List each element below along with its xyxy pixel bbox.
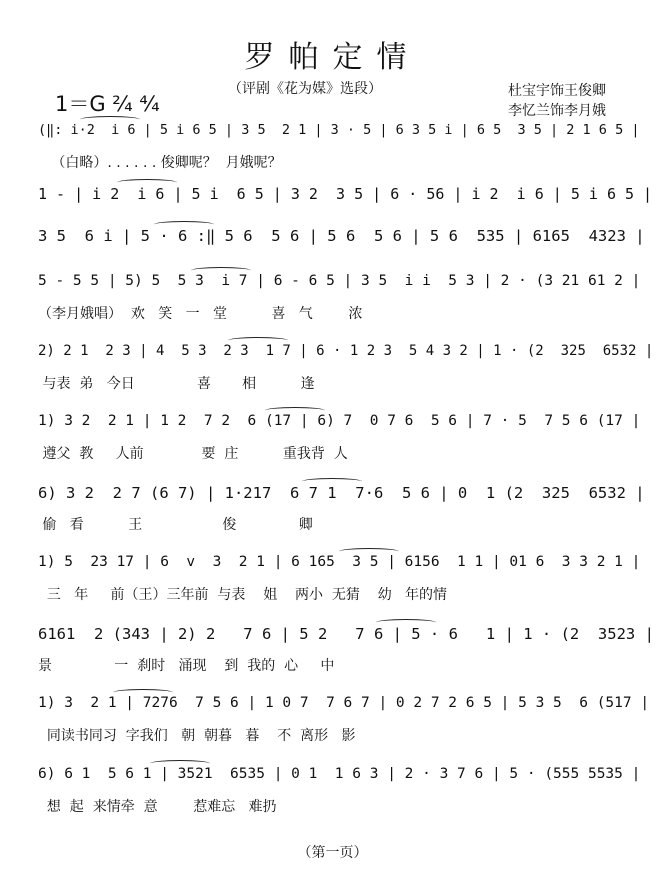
lyric-line-6: 遵父 教 人前 要 庄 重我背 人 [38,446,348,462]
notation-line-2: 1 - | i 2 i 6 | 5 i 6 5 | 3 2 3 5 | 6 · 56 | i 2 i 6 | 5 i 6 5 | [38,185,653,203]
lyric-line-1: （白略）. . . . . . 俊卿呢？ 月娥呢？ [38,155,282,171]
lyric-line-11: 想 起 来情牵 意 惹难忘 难扔 [38,799,277,815]
slur-mark [80,116,140,123]
slur-mark [265,407,325,414]
notation-line-5: 2) 2 1 2 3 | 4 5 3 2 3 1 7 | 6 · 1 2 3 5 4 3 2 | 1 · (2 325 6532 | [38,343,654,359]
notation-line-6: 1) 3 2 2 1 | 1 2 7 2 6 (17 | 6) 7 0 7 6 5 6 | 7 · 5 7 5 6 (17 | [38,413,641,429]
page-footer: （第一页） [297,845,368,861]
lyric-line-7: 偷 看 王 俊 卿 [38,517,313,533]
notation-line-7: 6) 3 2 2 7 (6 7) | 1·217 6 7 1 7·6 5 6 | 0 1 (2 325 6532 | [38,484,645,502]
lyric-line-4: （李月娥唱） 欢 笑 一 堂 喜 气 浓 [38,306,363,322]
slur-mark [228,337,288,344]
lyric-line-8: 三 年 前（王）三年前 与表 姐 两小 无猜 幼 年的情 [38,587,448,603]
page-title: 罗帕定情 [244,40,421,75]
slur-mark [191,267,251,274]
notation-line-9: 6161 2 (343 | 2) 2 7 6 | 5 2 7 6 | 5 · 6 1 | 1 · (2 3523 | [38,625,654,643]
slur-mark [302,478,362,485]
key-signature: 1＝G ²⁄₄ ⁴⁄₄ [55,92,160,116]
slur-mark [376,619,436,626]
cast-line-1: 杜宝宇饰王俊卿 [508,83,606,99]
notation-line-10: 1) 3 2 1 | 7276 7 5 6 | 1 0 7 7 6 7 | 0 2 7 2 6 5 | 5 3 5 6 (517 | [38,695,650,711]
lyric-line-9: 景 一 刹时 涌现 到 我的 心 中 [38,658,335,674]
slur-mark [117,179,177,186]
notation-line-8: 1) 5 23 17 | 6 v 3 2 1 | 6 165 3 5 | 6156 1 1 | 01 6 3 3 2 1 | [38,554,641,570]
slur-mark [113,689,173,696]
lyric-line-10: 同读书同习 字我们 朝 朝暮 暮 不 离形 影 [38,728,356,744]
lyric-line-5: 与表 弟 今日 喜 相 逢 [38,376,315,392]
notation-line-3: 3 5 6 i | 5 · 6 :‖ 5 6 5 6 | 5 6 5 6 | 5 6 535 | 6165 4323 | [38,227,645,245]
slur-mark [339,548,399,555]
notation-line-11: 6) 6 1 5 6 1 | 3521 6535 | 0 1 1 6 3 | 2 · 3 7 6 | 5 · (555 5535 | [38,766,641,782]
cast-line-2: 李忆兰饰李月娥 [508,103,606,119]
subtitle: （评剧《花为媒》选段） [228,81,382,97]
slur-mark [154,221,214,228]
notation-line-1: (‖: i·2 i 6 | 5 i 6 5 | 3 5 2 1 | 3 · 5 | 6 3 5 i | 6 5 3 5 | 2 1 6 5 | [38,122,640,138]
notation-line-4: 5 - 5 5 | 5) 5 5 3 i 7 | 6 - 6 5 | 3 5 i i 5 3 | 2 · (3 21 61 2 | [38,273,641,289]
slur-mark [150,760,210,767]
